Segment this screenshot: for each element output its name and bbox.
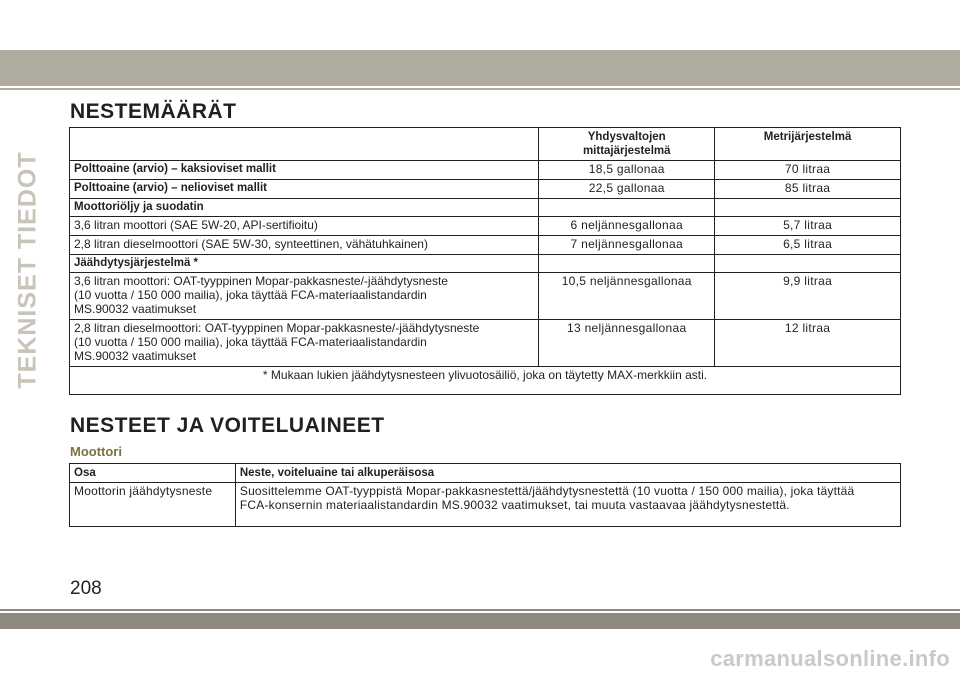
table-row xyxy=(70,273,901,320)
table-header-row xyxy=(70,464,901,483)
footer-band xyxy=(0,613,960,629)
row-label: Moottoriöljy ja suodatin xyxy=(70,199,539,217)
table-row xyxy=(70,199,901,217)
header-cell-metric-system: Metrijärjestelmä xyxy=(715,128,901,161)
row-value-us: 10,5 neljännesgallonaa xyxy=(539,273,715,320)
section-title-capacities: NESTEMÄÄRÄT xyxy=(70,100,237,123)
header-band xyxy=(0,50,960,86)
table-footnote: * Mukaan lukien jäähdytysnesteen ylivuotosäiliö, joka on täytetty MAX-merkkiin asti. xyxy=(70,367,901,395)
header-cell-us-system: Yhdysvaltojen mittajärjestelmä xyxy=(539,128,715,161)
row-value-metric: 6,5 litraa xyxy=(715,236,901,255)
row-value-metric: 12 litraa xyxy=(715,320,901,367)
header-cell-fluid: Neste, voiteluaine tai alkuperäisosa xyxy=(235,464,900,483)
page-number: 208 xyxy=(70,578,102,599)
fluids-table xyxy=(69,463,901,527)
watermark-text: carmanualsonline.info xyxy=(710,646,950,671)
row-value-us xyxy=(539,255,715,273)
row-value-us xyxy=(539,199,715,217)
row-label: Polttoaine (arvio) – kaksioviset mallit xyxy=(70,161,539,180)
table-row xyxy=(70,483,901,527)
row-value-us: 18,5 gallonaa xyxy=(539,161,715,180)
table-header-row xyxy=(70,128,901,161)
row-value-metric: 85 litraa xyxy=(715,180,901,199)
row-label: 2,8 litran dieselmoottori: OAT-tyyppinen Mopar-pakkasneste/-jäähdytysneste (10 vuotta / 150 000 mailia), joka täyttää FCA-materiaalistandardin MS.90032 vaatimukset xyxy=(70,320,539,367)
row-value-us: 22,5 gallonaa xyxy=(539,180,715,199)
footer-rule xyxy=(0,609,960,611)
row-value-metric: 5,7 litraa xyxy=(715,217,901,236)
row-label: 3,6 litran moottori (SAE 5W-20, API-sertifioitu) xyxy=(70,217,539,236)
capacities-table xyxy=(69,127,901,395)
header-cell-part: Osa xyxy=(70,464,236,483)
table-row xyxy=(70,236,901,255)
table-row xyxy=(70,180,901,199)
row-label: 2,8 litran dieselmoottori (SAE 5W-30, synteettinen, vähätuhkainen) xyxy=(70,236,539,255)
table-footnote-row xyxy=(70,367,901,395)
table-row xyxy=(70,217,901,236)
row-fluid: Suosittelemme OAT-tyyppistä Mopar-pakkasnestettä/jäähdytysnestettä (10 vuotta / 150 000 mailia), joka täyttää FCA-konsernin materiaalistandardin MS.90032 vaatimukset, tai muuta vastaavaa jäähdytysnestettä. xyxy=(235,483,900,527)
row-value-metric xyxy=(715,199,901,217)
section-side-label: TEKNISET TIEDOT xyxy=(13,151,42,389)
row-part: Moottorin jäähdytysneste xyxy=(70,483,236,527)
section-subtitle-engine: Moottori xyxy=(70,444,122,459)
row-value-us: 7 neljännesgallonaa xyxy=(539,236,715,255)
section-title-fluids: NESTEET JA VOITELUAINEET xyxy=(70,414,385,437)
row-value-metric xyxy=(715,255,901,273)
row-label: 3,6 litran moottori: OAT-tyyppinen Mopar-pakkasneste/-jäähdytysneste (10 vuotta / 150 000 mailia), joka täyttää FCA-materiaalistandardin MS.90032 vaatimukset xyxy=(70,273,539,320)
table-row xyxy=(70,161,901,180)
row-value-metric: 9,9 litraa xyxy=(715,273,901,320)
header-rule xyxy=(0,88,960,90)
row-value-metric: 70 litraa xyxy=(715,161,901,180)
table-row xyxy=(70,255,901,273)
header-cell-empty xyxy=(70,128,539,161)
row-label: Polttoaine (arvio) – nelioviset mallit xyxy=(70,180,539,199)
row-value-us: 6 neljännesgallonaa xyxy=(539,217,715,236)
row-label: Jäähdytysjärjestelmä * xyxy=(70,255,539,273)
row-value-us: 13 neljännesgallonaa xyxy=(539,320,715,367)
table-row xyxy=(70,320,901,367)
